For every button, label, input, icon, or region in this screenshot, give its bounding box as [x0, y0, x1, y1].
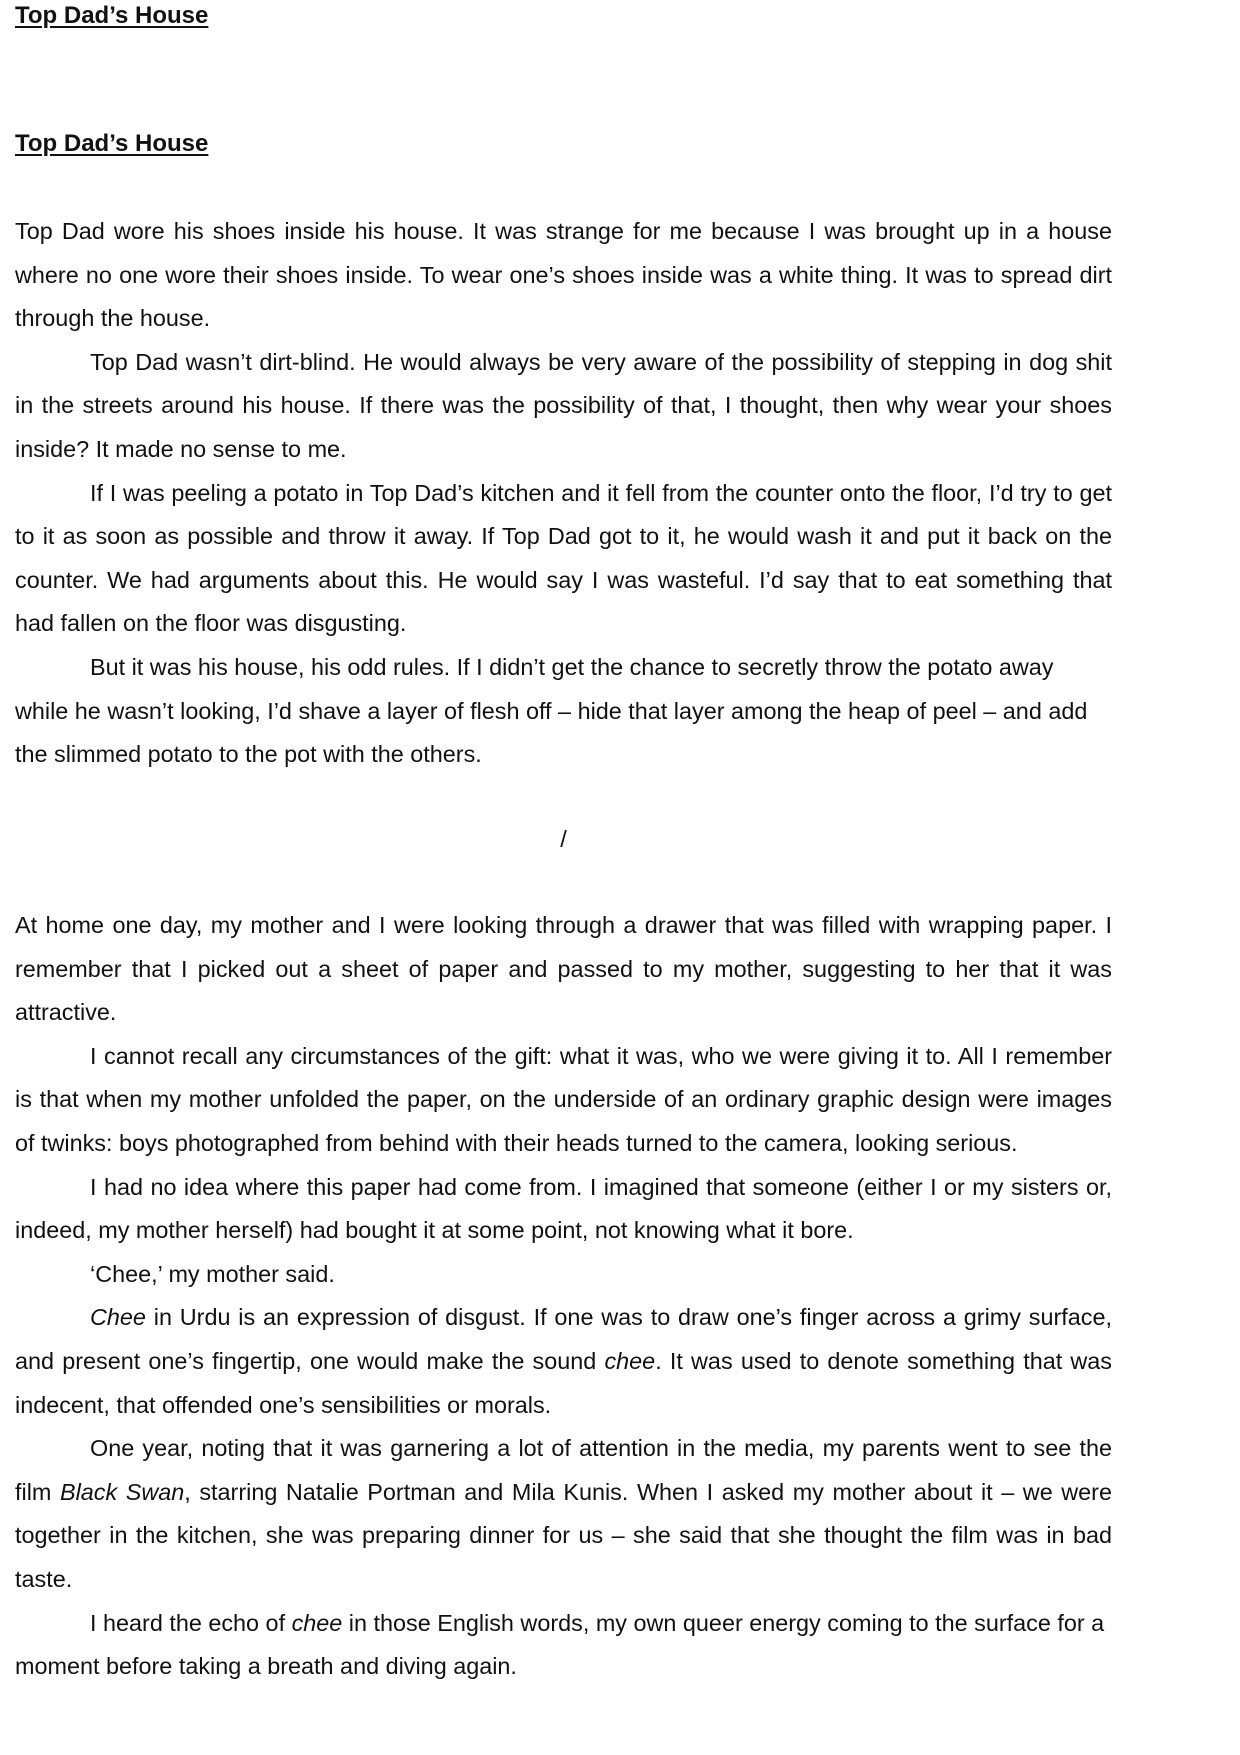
film-title: Black Swan [59, 1478, 185, 1505]
echo-italic: chee [291, 1609, 343, 1636]
echo-text-1: I heard the echo of [90, 1609, 292, 1636]
paragraph-shoes: Top Dad wore his shoes inside his house. It was strange for me because I was brought up in a house where no one wore their shoes inside. To wear one’s shoes inside was a white thing. It was to spread dirt through the house. [15, 218, 1112, 332]
chee-text-2: . It was used to denote something that was indecent, that offended one’s sensibilities or morals. [15, 1347, 1113, 1418]
paragraph-black-swan [15, 1427, 1112, 1601]
document-title: Top Dad’s House [15, 2, 209, 29]
paragraph-gift: I cannot recall any circumstances of the gift: what it was, who we were giving it to. All I remember is that when my mother unfolded the paper, on the underside of an ordinary graphic design were images of twinks: boys photographed from behind with their heads turned to the camera, looking serious. [15, 1042, 1112, 1156]
paragraph-odd-rules: But it was his house, his odd rules. If I didn’t get the chance to secretly throw the potato away while he wasn’t looking, I’d shave a layer of flesh off – hide that layer among the heap of peel – and add the slimmed potato to the pot with the others. [15, 653, 1088, 768]
echo-text-2: in those English words, my own queer energy coming to the surface for a moment before taking a breath and diving again. [15, 1609, 1105, 1680]
paragraph-wrapping-paper: At home one day, my mother and I were looking through a drawer that was filled with wrapping paper. I remember that I picked out a sheet of paper and passed to my mother, suggesting to her that it was attractive. [15, 912, 1112, 1026]
paragraph-dirt-blind: Top Dad wasn’t dirt-blind. He would always be very aware of the possibility of stepping in dog shit in the streets around his house. If there was the possibility of that, I thought, then why wear your shoes inside? It made no sense to me. [15, 348, 1112, 462]
text-block-2 [15, 904, 1112, 1689]
paragraph-chee-meaning [15, 1296, 1112, 1427]
section-heading: Top Dad’s House [15, 130, 209, 157]
paragraph-potato: If I was peeling a potato in Top Dad’s kitchen and it fell from the counter onto the floor, I’d try to get to it as soon as possible and throw it away. If Top Dad got to it, he would wash it and put it back on the counter. We had arguments about this. He would say I was wasteful. I’d say that to eat something that had fallen on the floor was disgusting. [15, 479, 1112, 637]
paragraph-echo [15, 1602, 1112, 1689]
film-text-2: , starring Natalie Portman and Mila Kunis. When I asked my mother about it – we were together in the kitchen, she was preparing dinner for us – she said that she thought the film was in bad taste. [15, 1478, 1112, 1592]
chee-text-1: in Urdu is an expression of disgust. If one was to draw one’s finger across a grimy surface, and present one’s fingertip, one would make the sound [15, 1304, 1112, 1374]
chee-italic-2: chee [604, 1347, 656, 1374]
section-separator: / [560, 826, 567, 852]
paragraph-paper-origin: I had no idea where this paper had come from. I imagined that someone (either I or my sisters or, indeed, my mother herself) had bought it at some point, not knowing what it bore. [15, 1173, 1112, 1244]
text-block-1 [15, 210, 1112, 777]
film-text-1: One year, noting that it was garnering a lot of attention in the media, my parents went to see the film [15, 1435, 1112, 1505]
chee-italic: Chee [90, 1304, 146, 1331]
paragraph-chee-said: ‘Chee,’ my mother said. [90, 1260, 335, 1287]
